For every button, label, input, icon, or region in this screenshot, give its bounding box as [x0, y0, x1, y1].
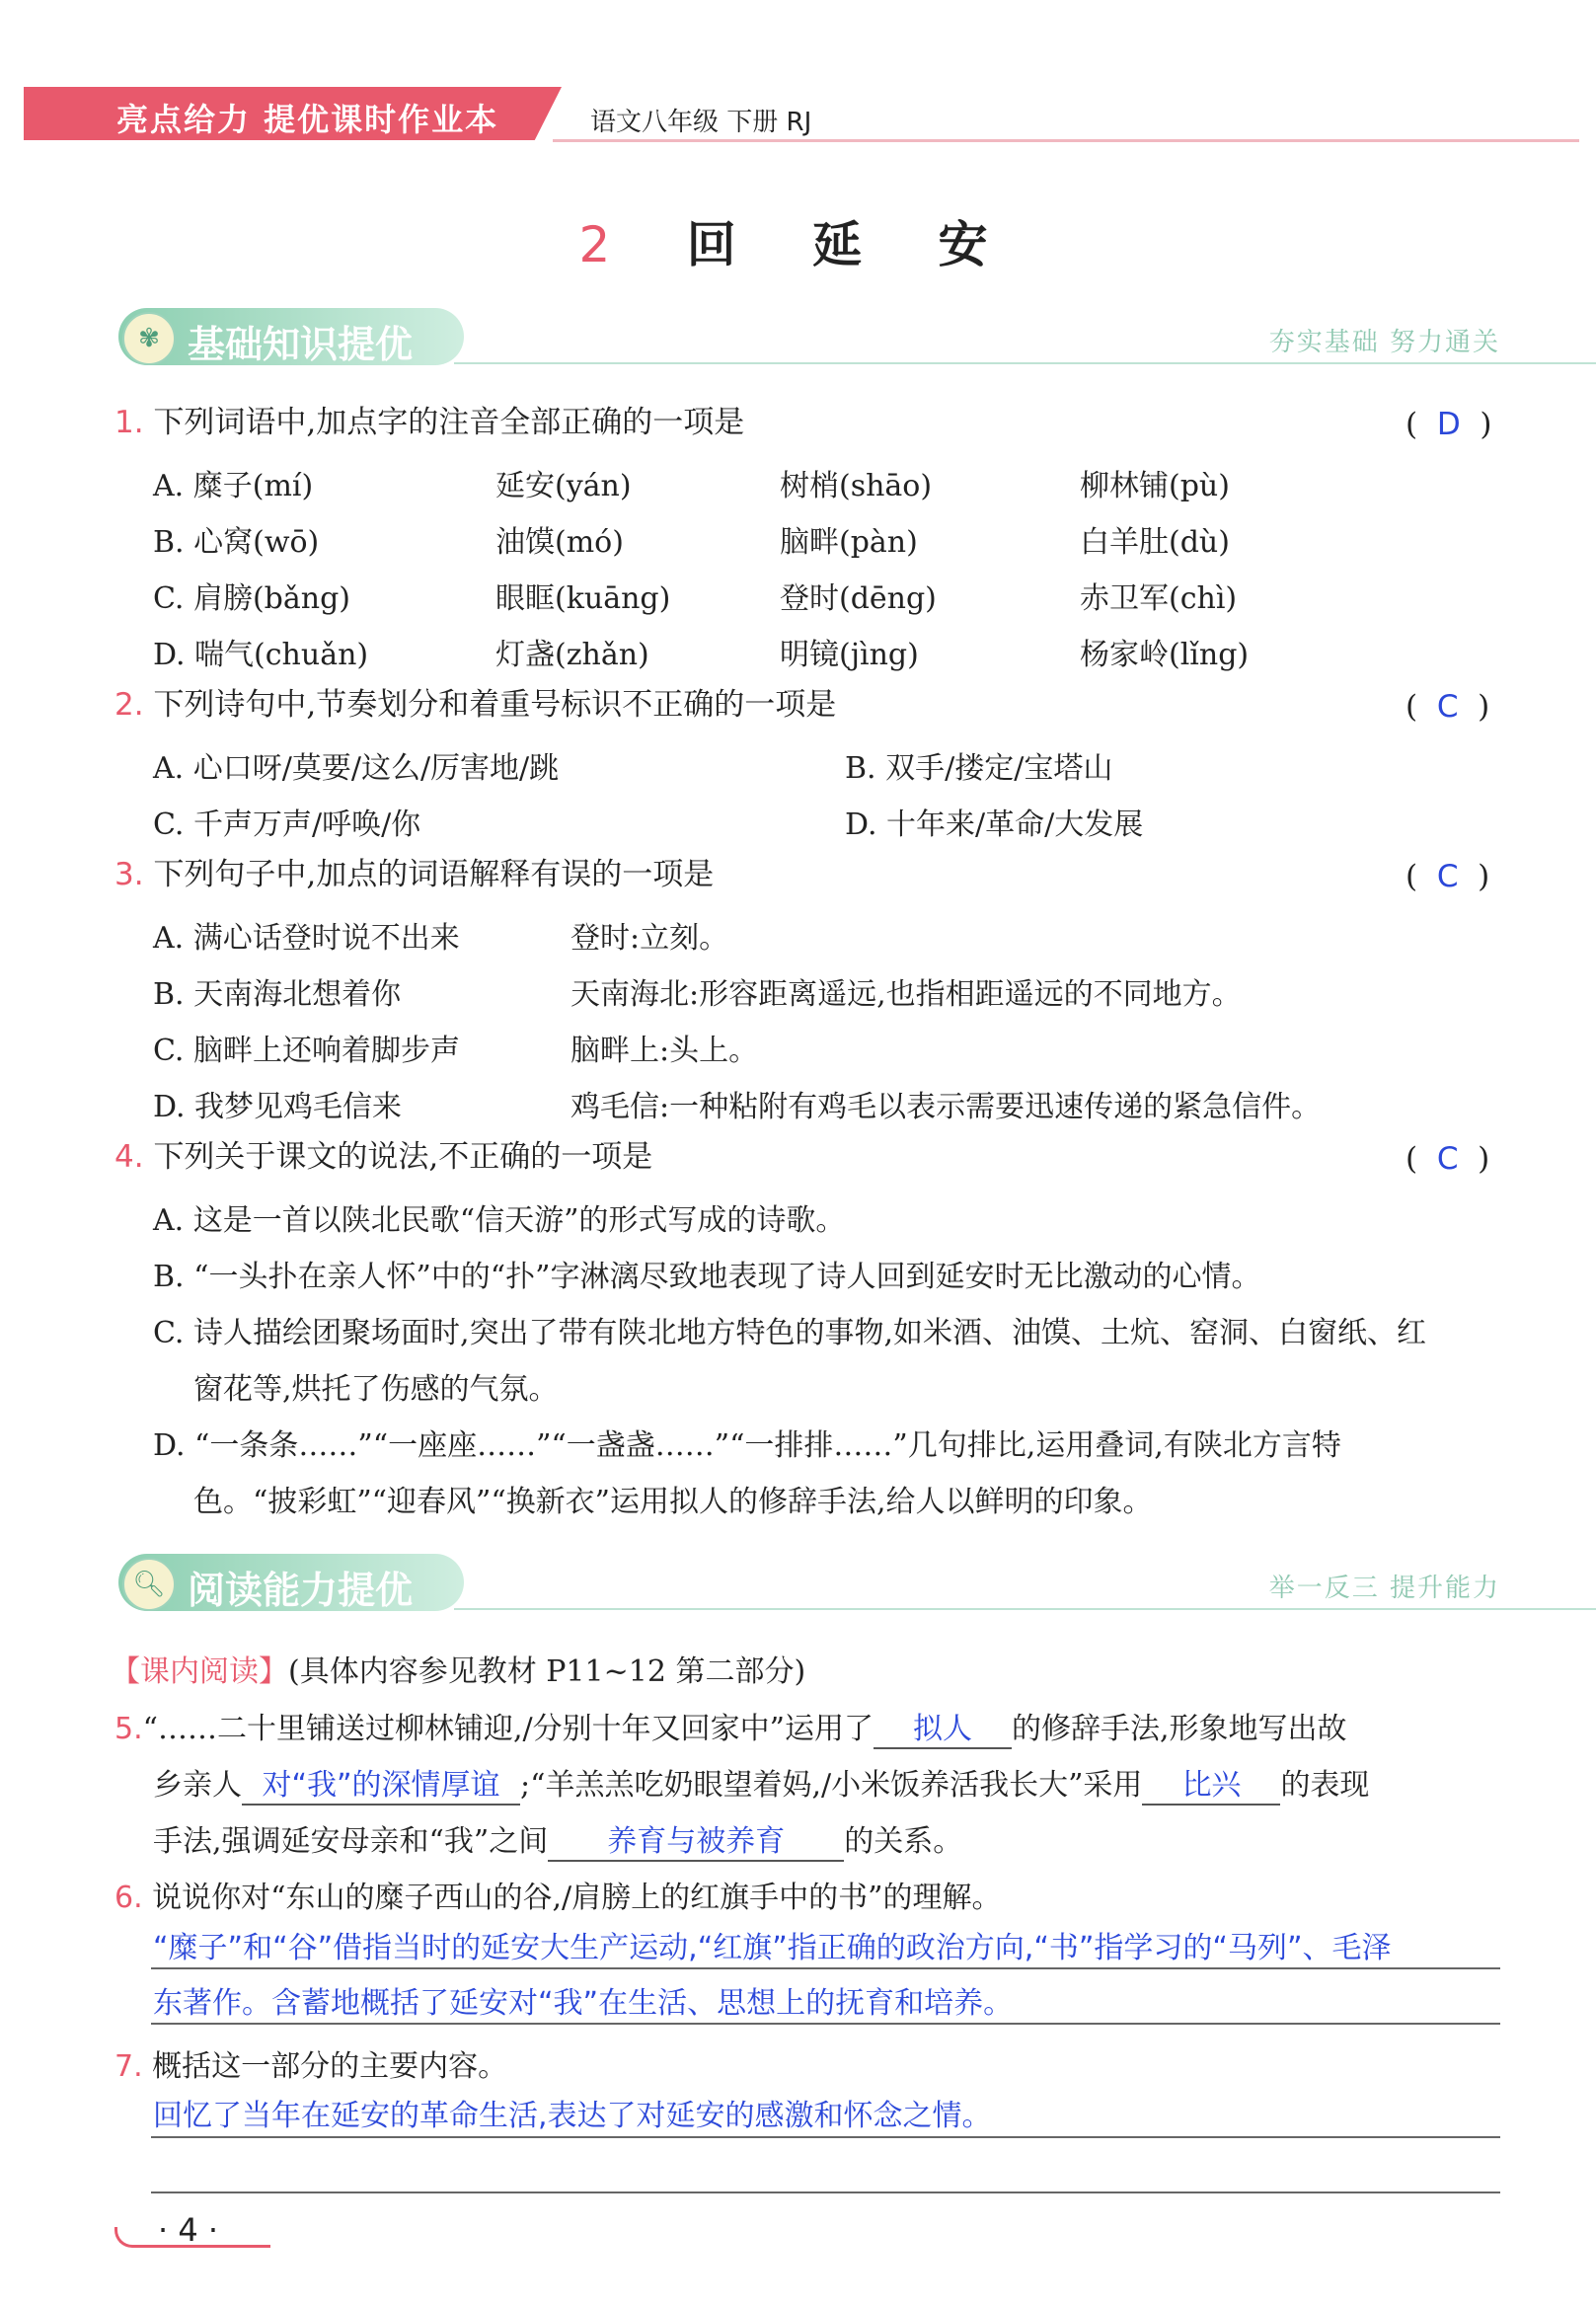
section-label: 基础知识提优: [188, 323, 414, 366]
q2-option-a: A. 心口呀/莫要/这么/厉害地/跳: [153, 751, 560, 786]
q1-option: 赤卫军(chì): [1080, 581, 1238, 616]
answer-blank: 比兴: [1142, 1760, 1280, 1806]
reading-note: 【课内阅读】(具体内容参见教材 P11~12 第二部分): [111, 1654, 806, 1689]
question-2-answer: ( C ): [1406, 689, 1490, 725]
q1-option: 明镜(jìng): [780, 638, 919, 672]
section-slogan: 举一反三 提升能力: [1268, 1574, 1500, 1603]
lesson-title: 回 延 安: [686, 216, 1018, 273]
q1-option: D. 喘气(chuǎn): [153, 638, 369, 672]
q3-sentence: D. 我梦见鸡毛信来: [153, 1090, 403, 1124]
header-rule: [553, 139, 1579, 142]
q3-explanation: 鸡毛信:一种粘附有鸡毛以表示需要迅速传递的紧急信件。: [570, 1090, 1322, 1124]
answer-blank: 拟人: [874, 1704, 1012, 1749]
question-6-answer-line1: “糜子”和“谷”借指当时的延安大生产运动,“红旗”指正确的政治方向,“书”指学习的“马列”、毛泽: [153, 1931, 1392, 1965]
q1-option: 树梢(shāo): [780, 469, 933, 503]
question-6-answer-line2: 东著作。含蓄地概括了延安对“我”在生活、思想上的抚育和培养。: [153, 1986, 1014, 2021]
section-reading-ability: [118, 1554, 1500, 1613]
answer-line: [151, 2023, 1500, 2025]
section-label: 阅读能力提优: [188, 1569, 414, 1612]
page-title: [0, 205, 1596, 276]
q3-sentence: B. 天南海北想着你: [153, 977, 402, 1012]
q4-option-c-cont: 窗花等,烘托了伤感的气氛。: [193, 1372, 559, 1407]
q2-option-d: D. 十年来/革命/大发展: [845, 807, 1144, 842]
sprout-icon: ✾: [122, 312, 176, 365]
question-7-stem: 7. 概括这一部分的主要内容。: [114, 2049, 508, 2084]
page-number: · 4 ·: [158, 2211, 219, 2249]
q4-option-b: B. “一头扑在亲人怀”中的“扑”字淋漓尽致地表现了诗人回到延安时无比激动的心情。: [153, 1260, 1261, 1294]
q2-option-b: B. 双手/搂定/宝塔山: [845, 751, 1113, 786]
lesson-number: 2: [578, 216, 641, 273]
q4-option-a: A. 这是一首以陕北民歌“信天游”的形式写成的诗歌。: [153, 1203, 846, 1238]
question-1-answer: ( D ): [1406, 407, 1492, 442]
q1-option: 延安(yán): [495, 469, 632, 503]
magnifier-book-icon: 🔍︎: [122, 1558, 176, 1611]
answer-blank: 养育与被养育: [548, 1816, 844, 1862]
q1-option: 登时(dēng): [780, 581, 937, 616]
question-3-stem: 3. 下列句子中,加点的词语解释有误的一项是: [114, 857, 715, 892]
q4-option-d-cont: 色。“披彩虹”“迎春风”“换新衣”运用拟人的修辞手法,给人以鲜明的印象。: [193, 1485, 1153, 1519]
answer-line: [151, 2191, 1500, 2193]
q1-option: 柳林铺(pù): [1080, 469, 1230, 503]
q3-explanation: 脑畔上:头上。: [570, 1034, 759, 1068]
question-1-stem: 1. 下列词语中,加点字的注音全部正确的一项是: [114, 405, 745, 440]
header-series-title: 亮点给力 提优课时作业本: [116, 101, 499, 138]
q1-option: 白羊肚(dù): [1080, 525, 1230, 560]
q1-option: A. 糜子(mí): [153, 469, 314, 503]
q1-option: 油馍(mó): [495, 525, 624, 560]
q4-option-c: C. 诗人描绘团聚场面时,突出了带有陕北地方特色的事物,如米酒、油馍、土炕、窑洞、白窗纸、红: [153, 1316, 1427, 1350]
q3-explanation: 天南海北:形容距离遥远,也指相距遥远的不同地方。: [570, 977, 1242, 1012]
section-basic-knowledge: [118, 308, 1500, 367]
q1-option: B. 心窝(wō): [153, 525, 320, 560]
question-5-line2: 乡亲人 对“我”的深情厚谊 ;“羊羔羔吃奶眼望着妈,/小米饭养活我长大”采用 比兴 的表现: [153, 1760, 1369, 1806]
q3-explanation: 登时:立刻。: [570, 921, 729, 956]
q1-option: 眼眶(kuāng): [495, 581, 671, 616]
q1-option: 脑畔(pàn): [780, 525, 918, 560]
question-4-answer: ( C ): [1406, 1141, 1490, 1177]
question-5-line3: 手法,强调延安母亲和“我”之间 养育与被养育 的关系。: [153, 1816, 962, 1862]
section-slogan: 夯实基础 努力通关: [1268, 328, 1500, 357]
q3-sentence: A. 满心话登时说不出来: [153, 921, 460, 956]
header-book-info: 语文八年级 下册 RJ: [590, 108, 812, 137]
question-3-answer: ( C ): [1406, 859, 1490, 894]
q2-option-c: C. 千声万声/呼唤/你: [153, 807, 421, 842]
question-2-stem: 2. 下列诗句中,节奏划分和着重号标识不正确的一项是: [114, 687, 837, 723]
q1-option: 杨家岭(lǐng): [1080, 638, 1250, 672]
question-7-answer-line1: 回忆了当年在延安的革命生活,表达了对延安的感激和怀念之情。: [153, 2099, 992, 2133]
q1-option: 灯盏(zhǎn): [495, 638, 649, 672]
question-5-line1: 5.“……二十里铺送过柳林铺迎,/分别十年又回家中”运用了 拟人 的修辞手法,形象地写出故: [114, 1704, 1347, 1749]
q3-sentence: C. 脑畔上还响着脚步声: [153, 1034, 460, 1068]
q4-option-d: D. “一条条……”“一座座……”“一盏盏……”“一排排……”几句排比,运用叠词,有陕北方言特: [153, 1428, 1341, 1463]
question-4-stem: 4. 下列关于课文的说法,不正确的一项是: [114, 1139, 653, 1175]
q1-option: C. 肩膀(bǎng): [153, 581, 350, 616]
question-6-stem: 6. 说说你对“东山的糜子西山的谷,/肩膀上的红旗手中的书”的理解。: [114, 1881, 1002, 1915]
answer-blank: 对“我”的深情厚谊: [242, 1760, 520, 1806]
answer-line: [151, 2136, 1500, 2138]
answer-line: [151, 1967, 1500, 1969]
